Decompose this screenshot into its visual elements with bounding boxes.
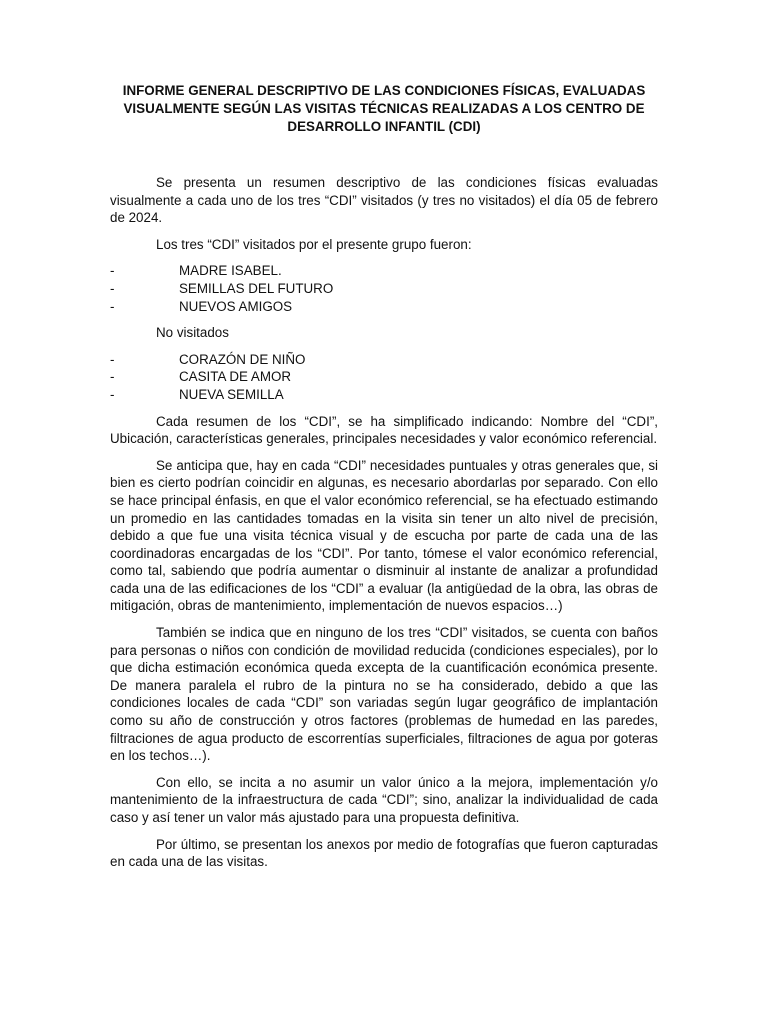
list-item: - MADRE ISABEL.: [110, 263, 282, 279]
visited-heading: Los tres “CDI” visitados por el presente grupo fueron:: [156, 236, 472, 252]
list-item: - CORAZÓN DE NIÑO: [110, 351, 306, 367]
not-visited-heading: No visitados: [156, 325, 229, 341]
accessibility-paragraph: También se indica que en ninguno de los tres “CDI” visitados, se cuenta con baños para personas o niños con condición de movilidad reducida (condiciones especiales), por lo que dicha estimación económica queda excepta de la cuantificación económica presente. De manera paralela el rubro de la pintura no se ha considerado, debido a que las condiciones locales de cada “CDI” son variadas según lugar geográfico de implantación como su año de construcción y otros factores (problemas de humedad en las paredes, filtraciones de agua producto de escorrentías superficiales, filtraciones de agua por goteras en los techos…).: [110, 625, 658, 764]
list-item: - SEMILLAS DEL FUTURO: [110, 280, 334, 296]
annex-paragraph: Por último, se presentan los anexos por medio de fotografías que fueron capturadas en cada una de las visitas.: [110, 836, 658, 870]
list-marker: -: [110, 298, 115, 314]
list-item: - CASITA DE AMOR: [110, 369, 292, 385]
visited-list: [110, 262, 658, 315]
list-marker: -: [110, 369, 115, 385]
list-marker: -: [110, 386, 115, 402]
document-title: INFORME GENERAL DESCRIPTIVO DE LAS CONDICIONES FÍSICAS, EVALUADAS VISUALMENTE SEGÚN LAS VISITAS TÉCNICAS REALIZADAS A LOS CENTRO DE DESARROLLO INFANTIL (CDI): [122, 83, 646, 134]
document-page: [110, 82, 658, 880]
list-item: - NUEVOS AMIGOS: [110, 298, 293, 314]
list-item: - NUEVA SEMILLA: [110, 386, 284, 402]
summary-paragraph: Cada resumen de los “CDI”, se ha simplificado indicando: Nombre del “CDI”, Ubicación, características generales, principales necesidades y valor económico referencial.: [110, 413, 658, 447]
anticipation-paragraph: Se anticipa que, hay en cada “CDI” necesidades puntuales y otras generales que, si bien es cierto podrían coincidir en algunas, es necesario abordarlas por separado. Con ello se hace principal énfasis, en que el valor económico referencial, se ha efectuado estimando un promedio en las cantidades tomadas en la visita sin tener un alto nivel de precisión, debido a que fue una visita técnica visual y de escucha por parte de cada una de las coordinadoras encargadas de los “CDI”. Por tanto, tómese el valor económico referencial, como tal, sabiendo que podría aumentar o disminuir al instante de analizar a profundidad cada una de las edificaciones de los “CDI” a evaluar (la antigüedad de la obra, las obras de mitigación, obras de mantenimiento, implementación de nuevos espacios…): [110, 457, 658, 614]
intro-paragraph: Se presenta un resumen descriptivo de las condiciones físicas evaluadas visualmente a cada uno de los tres “CDI” visitados (y tres no visitados) el día 05 de febrero de 2024.: [110, 175, 658, 226]
recommendation-paragraph: Con ello, se incita a no asumir un valor único a la mejora, implementación y/o mantenimiento de la infraestructura de cada “CDI”; sino, analizar la individualidad de cada caso y así tener un valor más ajustado para una propuesta definitiva.: [110, 774, 658, 825]
list-marker: -: [110, 280, 115, 296]
list-marker: -: [110, 263, 115, 279]
not-visited-list: [110, 351, 658, 404]
list-marker: -: [110, 351, 115, 367]
